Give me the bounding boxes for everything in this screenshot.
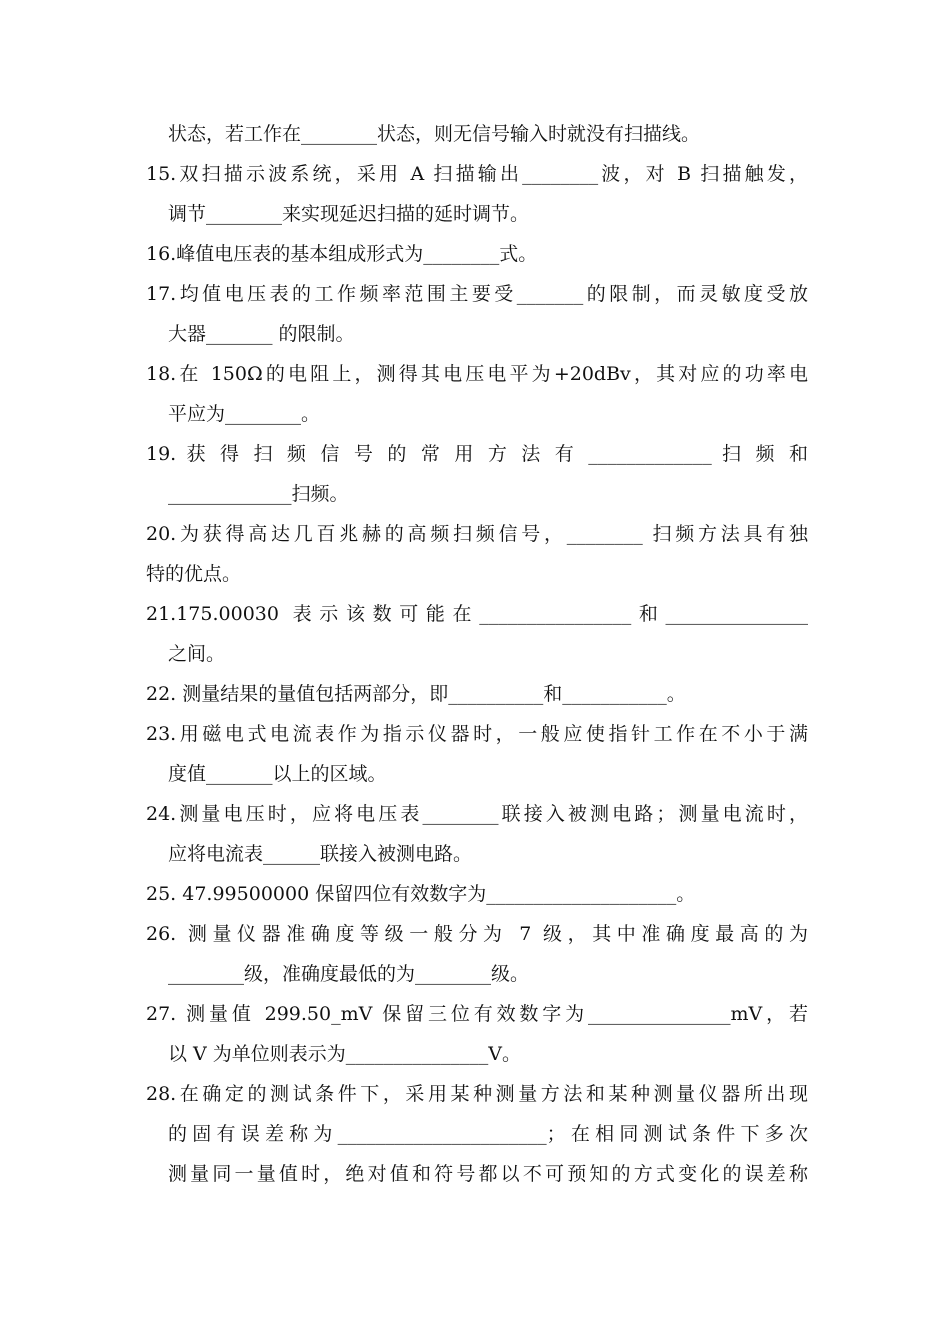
text-line: 度值_______以上的区域。 [168,763,387,785]
text-line: _____________扫频。 [168,483,349,505]
text-line: 平应为________。 [168,403,321,425]
text-line: 测量同一量值时，绝对值和符号都以不可预知的方式变化的误差称 [168,1163,808,1185]
text-line: 24.测量电压时，应将电压表________联接入被测电路；测量电流时， [146,803,808,825]
text-line: 17.均值电压表的工作频率范围主要受_______的限制，而灵敏度受放 [146,283,808,305]
text-line: 大器_______ 的限制。 [168,323,355,345]
text-line: 15.双扫描示波系统，采用 A 扫描输出________波，对 B 扫描触发， [146,163,808,185]
text-line: 19. 获 得 扫 频 信 号 的 常 用 方 法 有 _____________ 扫 频 和 [146,443,808,465]
text-line: 之间。 [168,643,226,665]
text-line: 以 V 为单位则表示为_______________V。 [168,1043,522,1065]
text-line: 16.峰值电压表的基本组成形式为________式。 [146,243,538,265]
text-line: 27. 测量值 299.50_mV 保留三位有效数字为_______________mV，若 [146,1003,808,1025]
text-line: 特的优点。 [146,563,242,585]
text-line: 23.用磁电式电流表作为指示仪器时，一般应使指针工作在不小于满 [146,723,808,745]
text-line: 20.为获得高达几百兆赫的高频扫频信号，________ 扫频方法具有独 [146,523,808,545]
text-line: 的固有误差称为______________________；在相同测试条件下多次 [168,1123,808,1145]
text-line: 22. 测量结果的量值包括两部分，即__________和___________。 [146,683,686,705]
text-line: 21.175.00030 表示该数可能在________________和_______________ [146,603,808,625]
text-line: 应将电流表______联接入被测电路。 [168,843,473,865]
text-line: 状态，若工作在________状态，则无信号输入时就没有扫描线。 [168,123,701,145]
text-line: 25. 47.99500000 保留四位有效数字为____________________。 [146,883,696,905]
text-line: 18.在 150Ω的电阻上，测得其电压电平为+20dBv，其对应的功率电 [146,363,808,385]
text-line: ________级，准确度最低的为________级。 [168,963,530,985]
text-line: 26. 测量仪器准确度等级一般分为 7 级，其中准确度最高的为 [146,923,808,945]
text-line: 调节________来实现延迟扫描的延时调节。 [168,203,530,225]
text-line: 28.在确定的测试条件下，采用某种测量方法和某种测量仪器所出现 [146,1083,808,1105]
